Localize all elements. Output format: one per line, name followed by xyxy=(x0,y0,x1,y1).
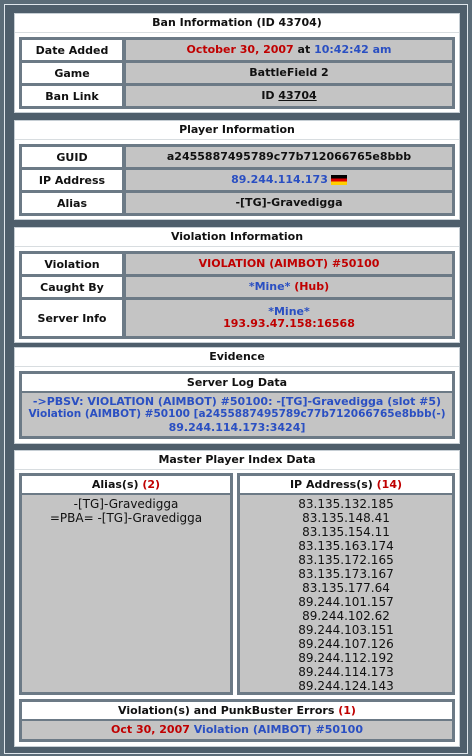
ip-addresses-count: (14) xyxy=(376,478,403,491)
caught-by-hub: (Hub) xyxy=(294,280,330,293)
errors-box xyxy=(19,699,455,742)
ban-time: 10:42:42 am xyxy=(314,43,392,56)
guid-row xyxy=(22,147,452,167)
ban-page-frame xyxy=(4,4,468,754)
ip-addresses-list xyxy=(240,495,452,692)
server-info-row xyxy=(22,300,452,336)
caught-by-label: Caught By xyxy=(22,277,122,297)
violation-information-table xyxy=(19,251,455,339)
ban-date: October 30, 2007 xyxy=(186,43,294,56)
date-added-row xyxy=(22,40,452,60)
alias-item: -[TG]-Gravedigga xyxy=(73,497,179,511)
caught-by-value xyxy=(126,277,452,297)
ip-item: 83.135.177.64 xyxy=(302,581,390,595)
violation-information-panel xyxy=(14,227,460,343)
alias-label: Alias xyxy=(22,193,122,213)
ip-addresses-header-label: IP Address(s) xyxy=(289,478,373,491)
server-log-box xyxy=(19,371,455,439)
aliases-list xyxy=(22,495,230,692)
ip-item: 89.244.112.192 xyxy=(298,651,394,665)
aliases-header-label: Alias(s) xyxy=(91,478,139,491)
guid-value: a2455887495789c77b712066765e8bbb xyxy=(126,147,452,167)
ip-item: 83.135.132.185 xyxy=(298,497,394,511)
errors-count: (1) xyxy=(338,704,356,717)
ip-item: 89.244.102.62 xyxy=(302,609,390,623)
game-value: BattleField 2 xyxy=(126,63,452,83)
ip-item: 89.244.103.151 xyxy=(298,623,394,637)
ip-item: 83.135.148.41 xyxy=(302,511,390,525)
player-information-panel xyxy=(14,120,460,220)
errors-list xyxy=(22,721,452,739)
server-info-value xyxy=(126,300,452,336)
ban-information-title: Ban Information (ID 43704) xyxy=(15,14,459,33)
server-log-line-1: ->PBSV: VIOLATION (AIMBOT) #50100: -[TG]-Gravedigga (slot #5) xyxy=(32,395,442,408)
ip-item: 89.244.107.126 xyxy=(298,637,394,651)
ban-link-prefix: ID xyxy=(261,89,275,102)
aliases-box xyxy=(19,473,233,695)
ban-information-panel xyxy=(14,13,460,113)
ban-link[interactable]: 43704 xyxy=(278,89,317,102)
ban-information-table xyxy=(19,37,455,109)
errors-header-label: Violation(s) and PunkBuster Errors xyxy=(118,704,335,717)
server-info-label: Server Info xyxy=(22,300,122,336)
ip-address-label: IP Address xyxy=(22,170,122,190)
ip-address-row xyxy=(22,170,452,190)
error-date: Oct 30, 2007 xyxy=(111,723,190,736)
ip-item: 89.244.101.157 xyxy=(298,595,394,609)
aliases-count: (2) xyxy=(142,478,161,491)
aliases-header xyxy=(22,476,230,493)
ip-item: 83.135.172.165 xyxy=(298,553,394,567)
error-text: Violation (AIMBOT) #50100 xyxy=(193,723,363,736)
server-address: 193.93.47.158:16568 xyxy=(223,317,355,330)
ban-link-value xyxy=(126,86,452,106)
violation-row xyxy=(22,254,452,274)
evidence-title: Evidence xyxy=(15,348,459,367)
evidence-panel xyxy=(14,347,460,444)
server-log-line-3: 89.244.114.173:3424] xyxy=(168,421,306,434)
ip-item: 83.135.173.167 xyxy=(298,567,394,581)
player-information-title: Player Information xyxy=(15,121,459,140)
ip-address-value xyxy=(126,170,452,190)
caught-by-server: *Mine* xyxy=(248,280,291,293)
ip-item: 89.244.124.143 xyxy=(298,679,394,693)
game-label: Game xyxy=(22,63,122,83)
germany-flag-icon xyxy=(331,175,347,185)
server-log-line-2: Violation (AIMBOT) #50100 [a2455887495789c77b712066765e8bbb(-) xyxy=(28,408,446,420)
ban-date-at: at xyxy=(297,43,311,56)
errors-header xyxy=(22,702,452,719)
server-log-content xyxy=(22,393,452,436)
alias-value: -[TG]-Gravedigga xyxy=(126,193,452,213)
ban-link-label: Ban Link xyxy=(22,86,122,106)
master-player-index-panel xyxy=(14,450,460,747)
violation-information-title: Violation Information xyxy=(15,228,459,247)
date-added-value xyxy=(126,40,452,60)
ip-addresses-header xyxy=(240,476,452,493)
player-ip: 89.244.114.173 xyxy=(231,173,328,186)
alias-item: =PBA= -[TG]-Gravedigga xyxy=(49,511,203,525)
ip-item: 83.135.154.11 xyxy=(302,525,390,539)
alias-row xyxy=(22,193,452,213)
violation-label: Violation xyxy=(22,254,122,274)
ip-item: 83.135.163.174 xyxy=(298,539,394,553)
violation-value: VIOLATION (AIMBOT) #50100 xyxy=(126,254,452,274)
guid-label: GUID xyxy=(22,147,122,167)
date-added-label: Date Added xyxy=(22,40,122,60)
ip-item: 89.244.114.173 xyxy=(298,665,394,679)
caught-by-row xyxy=(22,277,452,297)
server-name: *Mine* xyxy=(268,305,310,318)
player-information-table xyxy=(19,144,455,216)
master-player-index-title: Master Player Index Data xyxy=(15,451,459,470)
ip-addresses-box xyxy=(237,473,455,695)
ban-link-row xyxy=(22,86,452,106)
game-row xyxy=(22,63,452,83)
server-log-title: Server Log Data xyxy=(22,374,452,391)
